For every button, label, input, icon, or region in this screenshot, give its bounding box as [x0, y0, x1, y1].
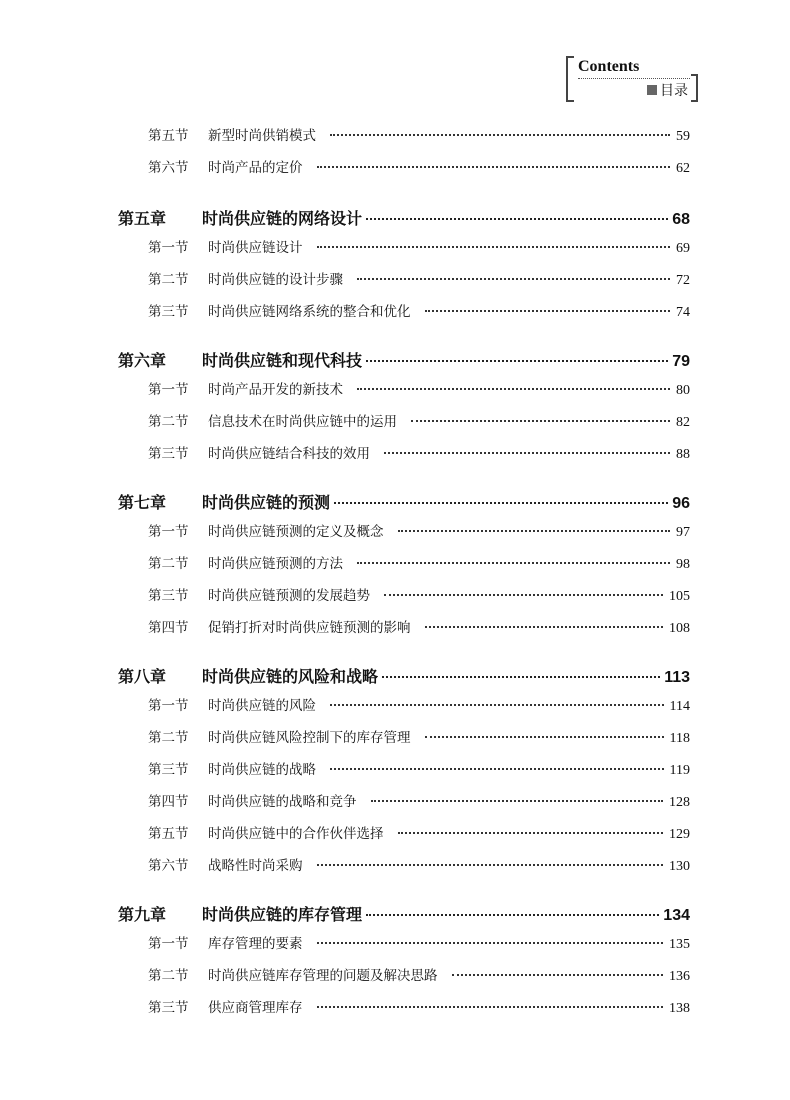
dot-leader: [330, 134, 670, 136]
toc-section-entry: [148, 124, 690, 145]
entry-number: 第四节: [148, 794, 189, 810]
toc-chapter-entry: [118, 664, 690, 687]
page-number: 88: [676, 447, 690, 462]
toc-section-entry: [148, 268, 690, 289]
page-number: 82: [676, 415, 690, 430]
entry-number: 第一节: [148, 240, 189, 256]
page-number: 130: [669, 859, 690, 874]
dot-leader: [384, 594, 663, 596]
entry-title: 时尚产品开发的新技术: [208, 382, 343, 398]
entry-number: 第一节: [148, 698, 189, 714]
page-number: 80: [676, 383, 690, 398]
page-number: 108: [669, 621, 690, 636]
toc-section-entry: [148, 584, 690, 605]
entry-title: 时尚供应链的网络设计: [202, 209, 363, 228]
toc-section-entry: [148, 520, 690, 541]
dot-leader: [357, 562, 670, 564]
entry-number: 第三节: [148, 762, 189, 778]
entry-title: 时尚供应链结合科技的效用: [208, 446, 370, 462]
dot-leader: [330, 704, 664, 706]
entry-number: 第六章: [118, 351, 167, 370]
entry-title: 时尚供应链风险控制下的库存管理: [208, 730, 411, 746]
toc-section-entry: [148, 552, 690, 573]
toc-section-entry: [148, 300, 690, 321]
header-subtitle: 目录: [660, 83, 688, 99]
entry-number: 第九章: [118, 905, 167, 924]
entry-title: 时尚供应链的预测: [202, 493, 331, 512]
page-number: 97: [676, 525, 690, 540]
dot-leader: [357, 388, 670, 390]
entry-number: 第八章: [118, 667, 167, 686]
entry-number: 第三节: [148, 1000, 189, 1016]
entry-number: 第二节: [148, 556, 189, 572]
toc-section-entry: [148, 694, 690, 715]
dot-leader: [330, 768, 664, 770]
entry-title: 时尚产品的定价: [208, 160, 303, 176]
entry-title: 新型时尚供销模式: [208, 128, 316, 144]
page-number: 98: [676, 557, 690, 572]
page-number: 113: [664, 669, 690, 686]
dot-leader: [425, 736, 664, 738]
entry-title: 时尚供应链网络系统的整合和优化: [208, 304, 411, 320]
entry-title: 信息技术在时尚供应链中的运用: [208, 414, 397, 430]
dot-leader: [366, 218, 668, 220]
toc-chapter-entry: [118, 902, 690, 925]
page-number: 136: [669, 969, 690, 984]
dot-leader: [317, 864, 664, 866]
page-number: 74: [676, 305, 690, 320]
toc-section-entry: [148, 236, 690, 257]
entry-title: 时尚供应链库存管理的问题及解决思路: [208, 968, 438, 984]
dot-leader: [366, 914, 659, 916]
toc-section-entry: [148, 822, 690, 843]
toc-section-entry: [148, 790, 690, 811]
toc-section-entry: [148, 854, 690, 875]
entry-number: 第一节: [148, 524, 189, 540]
dot-leader: [317, 166, 671, 168]
page-number: 129: [669, 827, 690, 842]
dot-leader: [334, 502, 668, 504]
entry-title: 时尚供应链的风险: [208, 698, 316, 714]
entry-number: 第二节: [148, 968, 189, 984]
entry-number: 第六节: [148, 858, 189, 874]
toc-section-entry: [148, 442, 690, 463]
entry-number: 第二节: [148, 272, 189, 288]
dot-leader: [357, 278, 670, 280]
contents-header: [566, 56, 698, 102]
entry-title: 供应商管理库存: [208, 1000, 303, 1016]
toc-chapter-entry: [118, 348, 690, 371]
dot-leader: [398, 832, 664, 834]
entry-number: 第四节: [148, 620, 189, 636]
toc-section-entry: [148, 932, 690, 953]
page-number: 72: [676, 273, 690, 288]
page-number: 96: [672, 495, 690, 512]
page-number: 135: [669, 937, 690, 952]
toc-section-entry: [148, 410, 690, 431]
page-number: 68: [672, 211, 690, 228]
entry-title: 时尚供应链的战略: [208, 762, 316, 778]
entry-title: 时尚供应链的设计步骤: [208, 272, 343, 288]
entry-title: 时尚供应链预测的方法: [208, 556, 343, 572]
entry-title: 库存管理的要素: [208, 936, 303, 952]
toc-section-entry: [148, 996, 690, 1017]
entry-number: 第二节: [148, 414, 189, 430]
square-bullet-icon: [647, 85, 657, 95]
page-number: 79: [672, 353, 690, 370]
page-number: 59: [676, 129, 690, 144]
dot-leader: [425, 310, 671, 312]
entry-title: 时尚供应链的战略和竞争: [208, 794, 357, 810]
entry-title: 时尚供应链预测的定义及概念: [208, 524, 384, 540]
dot-leader: [411, 420, 670, 422]
toc-section-entry: [148, 378, 690, 399]
entry-title: 时尚供应链中的合作伙伴选择: [208, 826, 384, 842]
page-number: 134: [663, 907, 690, 924]
entry-title: 时尚供应链设计: [208, 240, 303, 256]
page-number: 119: [669, 763, 690, 778]
entry-number: 第一节: [148, 382, 189, 398]
entry-number: 第六节: [148, 160, 189, 176]
toc-section-entry: [148, 726, 690, 747]
entry-number: 第七章: [118, 493, 167, 512]
dot-leader: [366, 360, 668, 362]
entry-title: 时尚供应链的风险和战略: [202, 667, 379, 686]
entry-title: 时尚供应链的库存管理: [202, 905, 363, 924]
header-title: Contents: [578, 58, 640, 75]
toc-section-entry: [148, 616, 690, 637]
dot-leader: [398, 530, 671, 532]
dot-leader: [382, 676, 660, 678]
header-dotted-rule: [578, 78, 690, 79]
page-number: 128: [669, 795, 690, 810]
entry-number: 第五节: [148, 826, 189, 842]
header-right-bracket: [691, 74, 698, 102]
toc-section-entry: [148, 964, 690, 985]
page-number: 105: [669, 589, 690, 604]
toc-section-entry: [148, 156, 690, 177]
entry-number: 第五章: [118, 209, 167, 228]
entry-title: 促销打折对时尚供应链预测的影响: [208, 620, 411, 636]
entry-number: 第二节: [148, 730, 189, 746]
entry-number: 第三节: [148, 304, 189, 320]
toc-chapter-entry: [118, 206, 690, 229]
entry-number: 第一节: [148, 936, 189, 952]
page-number: 114: [669, 699, 690, 714]
toc-section-entry: [148, 758, 690, 779]
dot-leader: [317, 1006, 664, 1008]
dot-leader: [384, 452, 670, 454]
entry-number: 第三节: [148, 588, 189, 604]
page-number: 62: [676, 161, 690, 176]
header-left-bracket: [566, 56, 574, 102]
entry-title: 时尚供应链和现代科技: [202, 351, 363, 370]
toc-chapter-entry: [118, 490, 690, 513]
entry-title: 时尚供应链预测的发展趋势: [208, 588, 370, 604]
dot-leader: [452, 974, 664, 976]
entry-title: 战略性时尚采购: [208, 858, 303, 874]
dot-leader: [371, 800, 664, 802]
entry-number: 第五节: [148, 128, 189, 144]
dot-leader: [317, 942, 664, 944]
page-number: 69: [676, 241, 690, 256]
page-number: 118: [669, 731, 690, 746]
entry-number: 第三节: [148, 446, 189, 462]
dot-leader: [425, 626, 664, 628]
page-number: 138: [669, 1001, 690, 1016]
header-subtitle-wrap: [647, 80, 688, 100]
dot-leader: [317, 246, 671, 248]
